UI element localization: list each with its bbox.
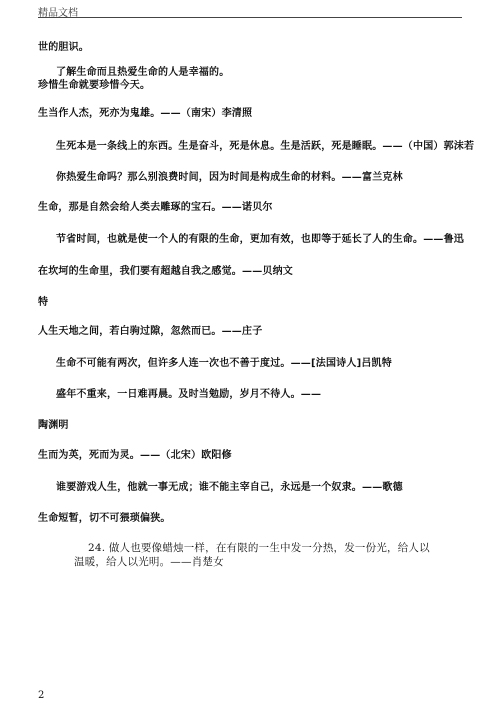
text-line-10: 特: [38, 297, 49, 308]
text-line-14: 陶渊明: [38, 420, 69, 431]
text-line-7: 生命，那是自然会给人类去雕琢的宝石。——诺贝尔: [38, 202, 273, 213]
text-line-5: 生死本是一条线上的东西。生是奋斗，死是休息。生是活跃，死是睡眠。——（中国）郭沫若: [56, 141, 475, 152]
text-line-17: 生命短暂，切不可猥琐偏狭。: [38, 513, 171, 524]
text-line-9: 在坎坷的生命里，我们要有超越自我之感觉。——贝纳文: [38, 266, 293, 277]
page-number: 2: [38, 690, 45, 701]
header-divider: [38, 17, 462, 18]
text-line-18: 24. 做人也要像蜡烛一样，在有限的一生中发一分热，发一份光，给人以: [88, 542, 430, 554]
text-line-15: 生而为英，死而为灵。——（北宋）欧阳修: [38, 450, 232, 461]
text-line-16: 谁要游戏人生，他就一事无成；谁不能主宰自己，永远是一个奴隶。——歌德: [56, 482, 403, 493]
text-line-8: 节省时间，也就是使一个人的有限的生命，更加有效，也即等于延长了人的生命。——鲁迅: [56, 234, 464, 245]
text-line-4: 生当作人杰，死亦为鬼雄。——（南宋）李清照: [38, 108, 253, 119]
text-line-3: 珍惜生命就要珍惜今天。: [38, 80, 151, 91]
text-line-13: 盛年不重来，一日难再晨。及时当勉励，岁月不待人。——: [56, 389, 322, 400]
text-line-19: 温暖，给人以光明。——肖楚女: [74, 556, 224, 568]
page-header: 精品文档: [38, 8, 78, 19]
text-line-6: 你热爱生命吗？那么别浪费时间，因为时间是构成生命的材料。——富兰克林: [56, 172, 403, 183]
text-line-11: 人生天地之间，若白驹过隙，忽然而已。——庄子: [38, 326, 263, 337]
text-line-2: 了解生命而且热爱生命的人是幸福的。: [56, 67, 230, 78]
text-line-1: 世的胆识。: [38, 42, 89, 53]
text-line-12: 生命不可能有两次，但许多人连一次也不善于度过。——[法国诗人]吕凯特: [56, 358, 392, 369]
